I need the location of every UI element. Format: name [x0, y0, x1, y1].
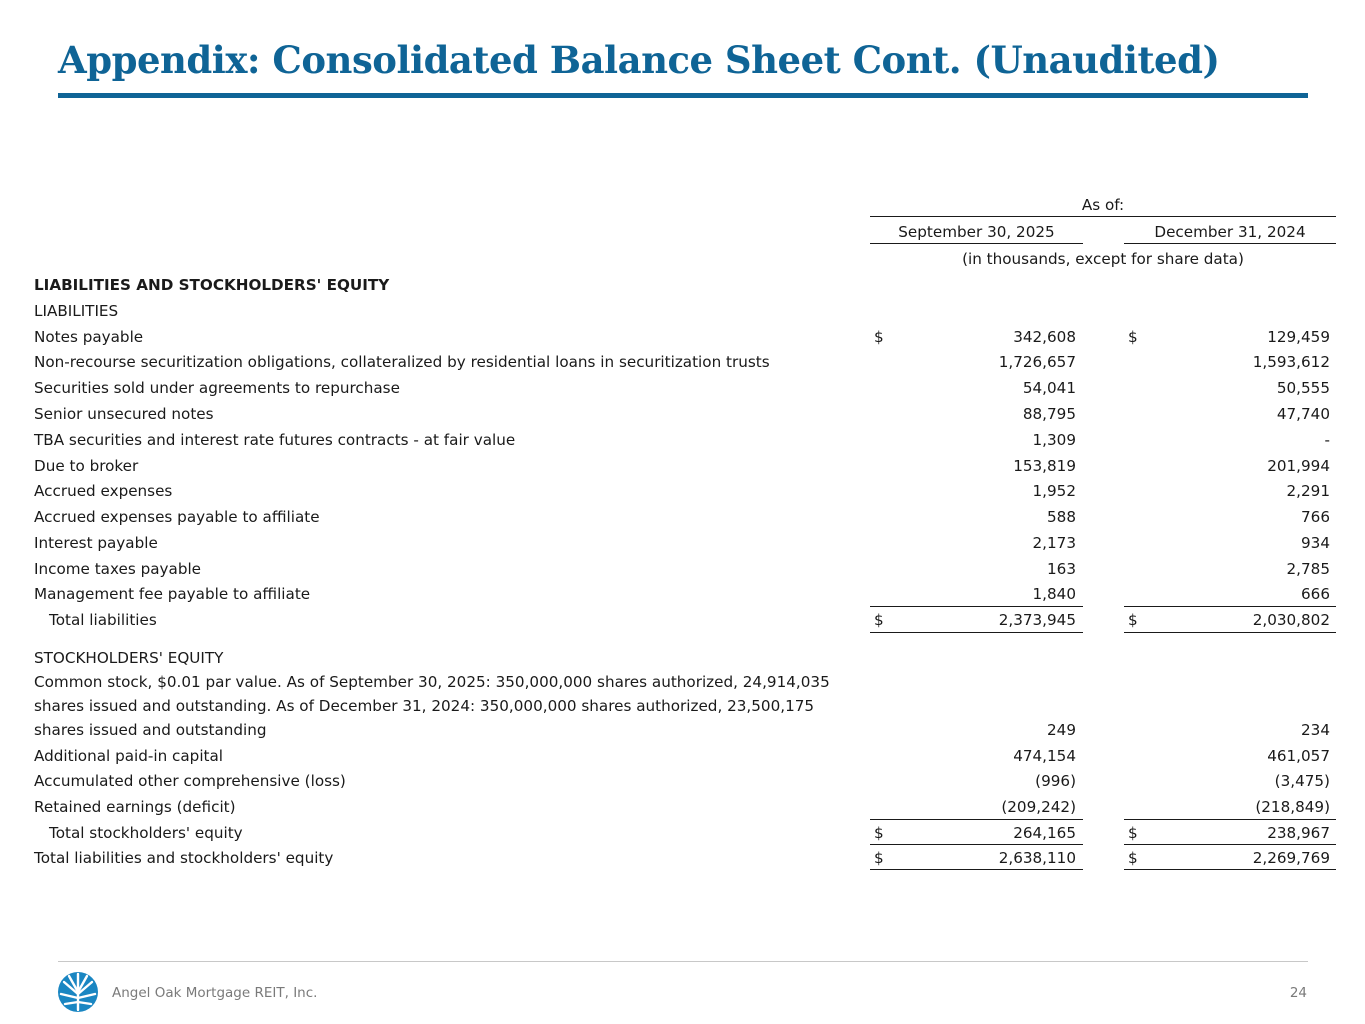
value-dec-2024: 461,057 — [1267, 747, 1330, 765]
value-dec-2024: 934 — [1301, 534, 1330, 552]
value-sep-2025: 1,840 — [1032, 585, 1076, 603]
row-label: Notes payable — [34, 328, 144, 346]
grand-total-row — [0, 846, 1365, 870]
value-dec-2024: 666 — [1301, 585, 1330, 603]
table-row — [0, 350, 1365, 374]
row-label: Additional paid-in capital — [34, 747, 224, 765]
section-header — [0, 646, 1365, 670]
page-title: Appendix: Consolidated Balance Sheet Cont. (Unaudited) — [58, 38, 1220, 82]
section-header — [0, 273, 1365, 297]
units-note: (in thousands, except for share data) — [962, 250, 1244, 268]
company-name: Angel Oak Mortgage REIT, Inc. — [112, 985, 318, 1001]
value-sep-2025: 588 — [1047, 508, 1076, 526]
value-dec-2024: 47,740 — [1276, 405, 1330, 423]
value-dec-2024: 2,785 — [1286, 560, 1330, 578]
row-label: Total liabilities — [49, 611, 157, 629]
table-row — [0, 376, 1365, 400]
section-equity: STOCKHOLDERS' EQUITY — [34, 649, 224, 667]
value-sep-2025: 1,726,657 — [998, 353, 1076, 371]
section-liabilities: LIABILITIES — [34, 302, 119, 320]
grand-total-rule — [870, 869, 1083, 870]
currency-symbol: $ — [874, 328, 884, 346]
value-dec-2024: 238,967 — [1267, 824, 1330, 842]
value-sep-2025: 264,165 — [1013, 824, 1076, 842]
row-label: Accumulated other comprehensive (loss) — [34, 772, 346, 790]
row-label: shares issued and outstanding — [34, 721, 267, 739]
table-row — [0, 557, 1365, 581]
row-label: Total stockholders' equity — [49, 824, 243, 842]
value-dec-2024: 234 — [1301, 721, 1330, 739]
currency-symbol: $ — [1128, 824, 1138, 842]
value-sep-2025: 1,309 — [1032, 431, 1076, 449]
row-label: Common stock, $0.01 par value. As of September 30, 2025: 350,000,000 shares authorized, 24,914,035 — [34, 673, 830, 691]
table-row — [0, 795, 1365, 819]
table-row — [0, 402, 1365, 426]
value-sep-2025: 342,608 — [1013, 328, 1076, 346]
as-of-rule — [870, 216, 1336, 217]
value-sep-2025: 88,795 — [1022, 405, 1076, 423]
total-rule — [1124, 632, 1336, 633]
total-rule — [1124, 844, 1336, 845]
currency-symbol: $ — [874, 611, 884, 629]
currency-symbol: $ — [1128, 328, 1138, 346]
column-header-rule — [1124, 243, 1336, 244]
table-row — [0, 428, 1365, 452]
table-row — [0, 479, 1365, 503]
value-sep-2025: 2,373,945 — [998, 611, 1076, 629]
value-sep-2025: (996) — [1035, 772, 1076, 790]
value-sep-2025: 163 — [1047, 560, 1076, 578]
value-dec-2024: 129,459 — [1267, 328, 1330, 346]
table-row — [0, 531, 1365, 555]
currency-symbol: $ — [874, 849, 884, 867]
value-dec-2024: 2,269,769 — [1252, 849, 1330, 867]
row-label: shares issued and outstanding. As of December 31, 2024: 350,000,000 shares authorized, 23,500,175 — [34, 697, 815, 715]
column-header-dec-2024: December 31, 2024 — [1154, 223, 1306, 241]
row-label: Income taxes payable — [34, 560, 202, 578]
section-header — [0, 299, 1365, 323]
currency-symbol: $ — [1128, 611, 1138, 629]
table-row — [0, 505, 1365, 529]
row-label: Accrued expenses — [34, 482, 173, 500]
section-liabilities-equity: LIABILITIES AND STOCKHOLDERS' EQUITY — [34, 276, 390, 294]
subtotal-rule — [1124, 606, 1336, 607]
row-label: Non-recourse securitization obligations, collateralized by residential loans in securitization trusts — [34, 353, 770, 371]
currency-symbol: $ — [874, 824, 884, 842]
angel-oak-tree-logo-icon — [56, 970, 100, 1014]
row-label: Total liabilities and stockholders' equity — [34, 849, 334, 867]
value-sep-2025: (209,242) — [1001, 798, 1076, 816]
table-row — [0, 454, 1365, 478]
value-sep-2025: 474,154 — [1013, 747, 1076, 765]
row-label: TBA securities and interest rate futures contracts - at fair value — [34, 431, 516, 449]
value-dec-2024: (218,849) — [1255, 798, 1330, 816]
value-dec-2024: 1,593,612 — [1252, 353, 1330, 371]
table-row — [0, 769, 1365, 793]
row-label: Senior unsecured notes — [34, 405, 214, 423]
value-sep-2025: 153,819 — [1013, 457, 1076, 475]
value-sep-2025: 2,173 — [1032, 534, 1076, 552]
value-dec-2024: 2,291 — [1286, 482, 1330, 500]
value-sep-2025: 2,638,110 — [998, 849, 1076, 867]
row-label: Management fee payable to affiliate — [34, 585, 311, 603]
common-stock-row-line2 — [0, 694, 1365, 718]
value-dec-2024: 50,555 — [1276, 379, 1330, 397]
total-rule — [870, 844, 1083, 845]
table-row — [0, 325, 1365, 349]
row-label: Due to broker — [34, 457, 139, 475]
row-label: Interest payable — [34, 534, 158, 552]
value-dec-2024: 201,994 — [1267, 457, 1330, 475]
total-rule — [870, 632, 1083, 633]
value-dec-2024: (3,475) — [1274, 772, 1330, 790]
currency-symbol: $ — [1128, 849, 1138, 867]
row-label: Retained earnings (deficit) — [34, 798, 236, 816]
footer-divider — [58, 961, 1308, 962]
subtotal-rule — [870, 606, 1083, 607]
value-dec-2024: 2,030,802 — [1252, 611, 1330, 629]
total-equity-row — [0, 821, 1365, 845]
table-row — [0, 744, 1365, 768]
subtotal-rule — [870, 819, 1083, 820]
subtotal-rule — [1124, 819, 1336, 820]
table-row — [0, 582, 1365, 606]
value-sep-2025: 249 — [1047, 721, 1076, 739]
page-number: 24 — [1289, 985, 1307, 1001]
common-stock-row — [0, 718, 1365, 742]
total-liabilities-row — [0, 608, 1365, 632]
value-sep-2025: 1,952 — [1032, 482, 1076, 500]
as-of-label: As of: — [1081, 196, 1125, 214]
row-label: Accrued expenses payable to affiliate — [34, 508, 320, 526]
column-header-sep-2025: September 30, 2025 — [898, 223, 1055, 241]
value-dec-2024: 766 — [1301, 508, 1330, 526]
row-label: Securities sold under agreements to repurchase — [34, 379, 400, 397]
common-stock-row-line1 — [0, 670, 1365, 694]
value-dec-2024: - — [1324, 431, 1330, 449]
column-header-rule — [870, 243, 1083, 244]
grand-total-rule — [1124, 869, 1336, 870]
value-sep-2025: 54,041 — [1022, 379, 1076, 397]
